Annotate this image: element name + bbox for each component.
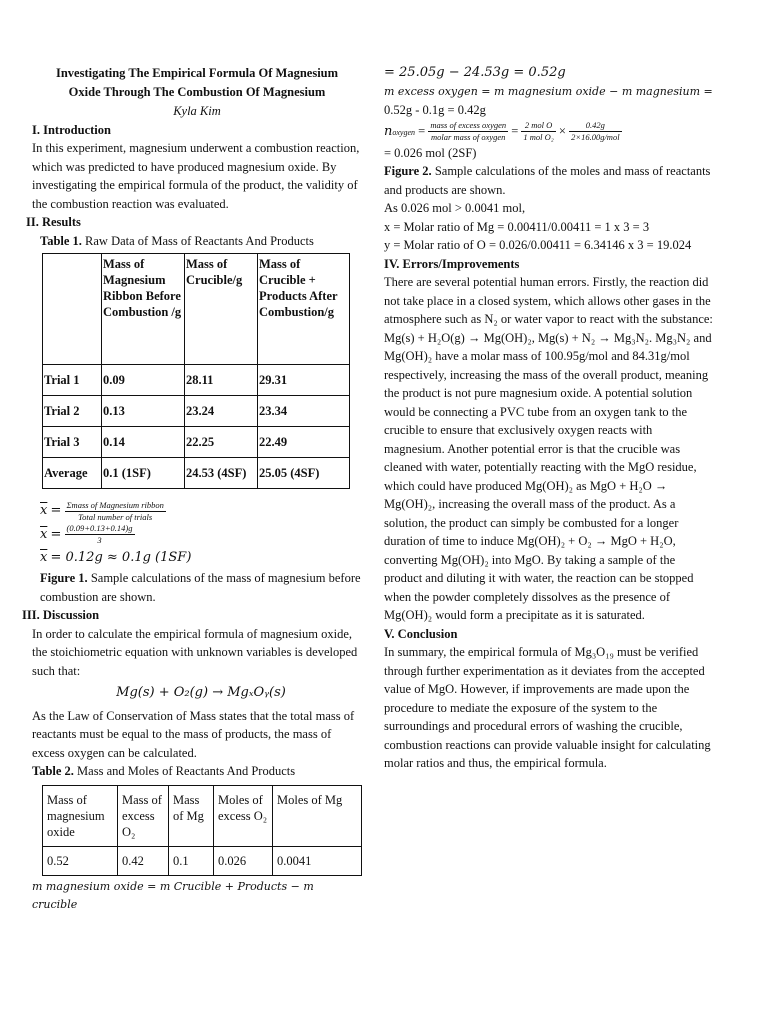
table-row <box>43 846 362 875</box>
table-cell: 22.49 <box>258 427 350 458</box>
table2-header-row <box>43 785 362 846</box>
calc-line3: 0.52g - 0.1g = 0.42g <box>384 103 486 117</box>
table2-header-cell: Moles of Mg <box>273 785 362 846</box>
fig1-numerator: Σmass of Magnesium ribbon <box>66 499 164 510</box>
right-column <box>384 64 714 773</box>
ratio-line3: y = Molar ratio of O = 0.026/0.00411 = 6.34146 x 3 = 19.024 <box>384 238 692 252</box>
table1-header-row <box>43 254 350 365</box>
table-cell: 23.24 <box>185 396 258 427</box>
table-cell: Trial 2 <box>43 396 102 427</box>
conclusion-heading: V. Conclusion <box>384 626 458 641</box>
table2-header-cell: Mass of excess O₂ <box>118 785 169 846</box>
intro-heading: I. Introduction <box>32 122 111 137</box>
calc4-denominator: molar mass of oxygen <box>431 132 506 143</box>
table-row <box>43 458 350 489</box>
fig1-result: $\overline{x} = 0.12g \approx 0.1g$ (1SF) <box>40 550 192 566</box>
table-cell: 0.09 <box>102 365 185 396</box>
table-cell: Average <box>43 458 102 489</box>
table-cell: 0.1 <box>169 846 214 875</box>
calc-line4: noxygen = $\frac{\text{mass of excess oxygen}}{\text{molar mass of oxygen}}$ = $\frac{\text{2 mol O}}{\text{1 mol O₂}}$ × $\frac{0.42g}{\text{2×16.00g/mol}}$ <box>384 120 620 143</box>
table-cell: 0.14 <box>102 427 185 458</box>
table-cell: 0.1 (1SF) <box>102 458 185 489</box>
calc-line1: = 25.05g − 24.53g = 0.52g <box>384 65 566 80</box>
stoichiometric-equation: Mg(s) + O₂(g) → MgₓOᵧ(s) <box>116 685 286 701</box>
calc4-mass-denominator: 2×16.00g/mol <box>571 132 620 143</box>
table-cell: 22.25 <box>185 427 258 458</box>
table-cell: 0.42 <box>118 846 169 875</box>
table1-header-cell: Mass of Crucible/g <box>185 254 258 365</box>
errors-text: There are several potential human errors. Firstly, the reaction did not take place in a closed system, which allows other gases in the atmosphere such as N₂ or water vapor to react with the substance: Mg(s) + H₂O(g) → Mg(OH)₂, Mg(s) + N₂ → Mg₃N₂. Mg₃N₂ and Mg(OH)₂ have a molar mass of 100.95g/mol and 84.31g/mol respectively, increasing the mass of the overall product, meaning the product is not pure magnesium oxide. A potential solution would be connecting a PVC tube from an oxygen tank to the crucible to ensure that exclusively oxygen reacts with magnesium. Another potential error is that the crucible was cleaned with water, potentially reacting with the MgO residue, which could have produced Mg(OH)₂ as MgO + H₂O → Mg(OH)₂, increasing the overall mass of the product. As a solution, the product can simply be combusted for a longer duration of time to induce Mg(OH)₂ + O₂ → MgO + H₂O, converting Mg(OH)₂ into MgO. By taking a sample of the product and diluting it with water, the reaction can be stopped when the powder completely dissolves as the presence of Mg(OH)₂ would form a precipitate as it is saturated. <box>384 275 713 622</box>
discussion-heading: III. Discussion <box>22 608 100 623</box>
ratio-line2: x = Molar ratio of Mg = 0.00411/0.00411 = 1 x 3 = 3 <box>384 219 650 234</box>
fig1-values-numerator: (0.09+0.13+0.14)g <box>66 523 133 534</box>
calc4-numerator: mass of excess oxygen <box>430 120 507 131</box>
fig1-mean-values: $\overline{x}$ = $\frac{(0.09+0.13+0.14)g}{3}$ <box>40 523 133 546</box>
table1-header-cell <box>43 254 102 365</box>
figure1-caption: Figure 1. Sample calculations of the mass of magnesium before combustion are shown. <box>40 571 361 604</box>
table1 <box>42 253 350 489</box>
paper-title-line1: Investigating The Empirical Formula Of Magnesium <box>55 66 339 80</box>
ratio-line1: As 0.026 mol > 0.0041 mol, <box>384 201 526 215</box>
results-heading: II. Results <box>26 215 81 229</box>
figure1-equations <box>40 499 362 569</box>
mass-oxide-formula: m magnesium oxide = m Crucible + Products − m crucible <box>32 879 314 912</box>
left-column <box>22 64 362 915</box>
table2 <box>42 785 362 876</box>
table2-caption: Table 2. Mass and Moles of Reactants And Products <box>32 764 296 779</box>
fig1-mean-formula: $\overline{x}$ = $\frac{\text{Σmass of Magnesium ribbon}}{\text{Total number of trials}}$ <box>40 499 164 522</box>
author: Kyla Kim <box>173 104 221 118</box>
calc-line5: = 0.026 mol (2SF) <box>384 145 477 160</box>
table-row <box>43 365 350 396</box>
table-cell: 25.05 (4SF) <box>258 458 350 489</box>
fig1-values-denominator: 3 <box>97 535 102 546</box>
conclusion-text: In summary, the empirical formula of Mg₃O₁₉ must be verified through further experimentation as it deviates from the accepted value of MgO. However, if improvements are made upon the procedure to mediate the exposure of the system to the surroundings and procedural errors of washing the crucible, combustion reactions can provide valuable insight for calculating molar ratios and thus, the empirical formula. <box>384 645 711 770</box>
table-row <box>43 427 350 458</box>
errors-heading: IV. Errors/Improvements <box>384 256 520 271</box>
table2-header-cell: Moles of excess O₂ <box>214 785 273 846</box>
discussion-text2: As the Law of Conservation of Mass states that the total mass of reactants must be equal to the mass of products, the mass of excess oxygen can be calculated. <box>32 708 355 760</box>
table1-header-cell: Mass of Magnesium Ribbon Before Combustion /g <box>102 254 185 365</box>
table-row <box>43 396 350 427</box>
table-cell: 24.53 (4SF) <box>185 458 258 489</box>
table-cell: 29.31 <box>258 365 350 396</box>
table-cell: 0.0041 <box>273 846 362 875</box>
calc4-ratio-denominator: 1 mol O₂ <box>523 132 554 143</box>
table1-caption: Table 1. Raw Data of Mass of Reactants And Products <box>40 233 314 248</box>
table-cell: Trial 1 <box>43 365 102 396</box>
calc4-ratio-numerator: 2 mol O <box>521 120 555 132</box>
table-cell: 28.11 <box>185 365 258 396</box>
table-cell: Trial 3 <box>43 427 102 458</box>
table1-header-cell: Mass of Crucible + Products After Combustion/g <box>258 254 350 365</box>
calc-line2: m excess oxygen = m magnesium oxide − m magnesium = <box>384 84 713 98</box>
intro-text: In this experiment, magnesium underwent a combustion reaction, which was predicted to have produced magnesium oxide. By investigating the empirical formula of the product, the validity of the combustion reaction was evaluated. <box>32 141 360 211</box>
fig1-denominator: Total number of trials <box>78 511 153 522</box>
table2-header-cell: Mass of magnesium oxide <box>43 785 118 846</box>
figure2-caption: Figure 2. Sample calculations of the moles and mass of reactants and products are shown. <box>384 164 711 197</box>
table2-header-cell: Mass of Mg <box>169 785 214 846</box>
paper-title-line2: Oxide Through The Combustion Of Magnesium <box>68 85 326 99</box>
calc4-mass-numerator: 0.42g <box>569 120 621 132</box>
table-cell: 0.52 <box>43 846 118 875</box>
discussion-text1: In order to calculate the empirical formula of magnesium oxide, the stoichiometric equation with unknown variables is developed such that: <box>32 626 358 678</box>
table-cell: 23.34 <box>258 396 350 427</box>
table-cell: 0.13 <box>102 396 185 427</box>
table-cell: 0.026 <box>214 846 273 875</box>
